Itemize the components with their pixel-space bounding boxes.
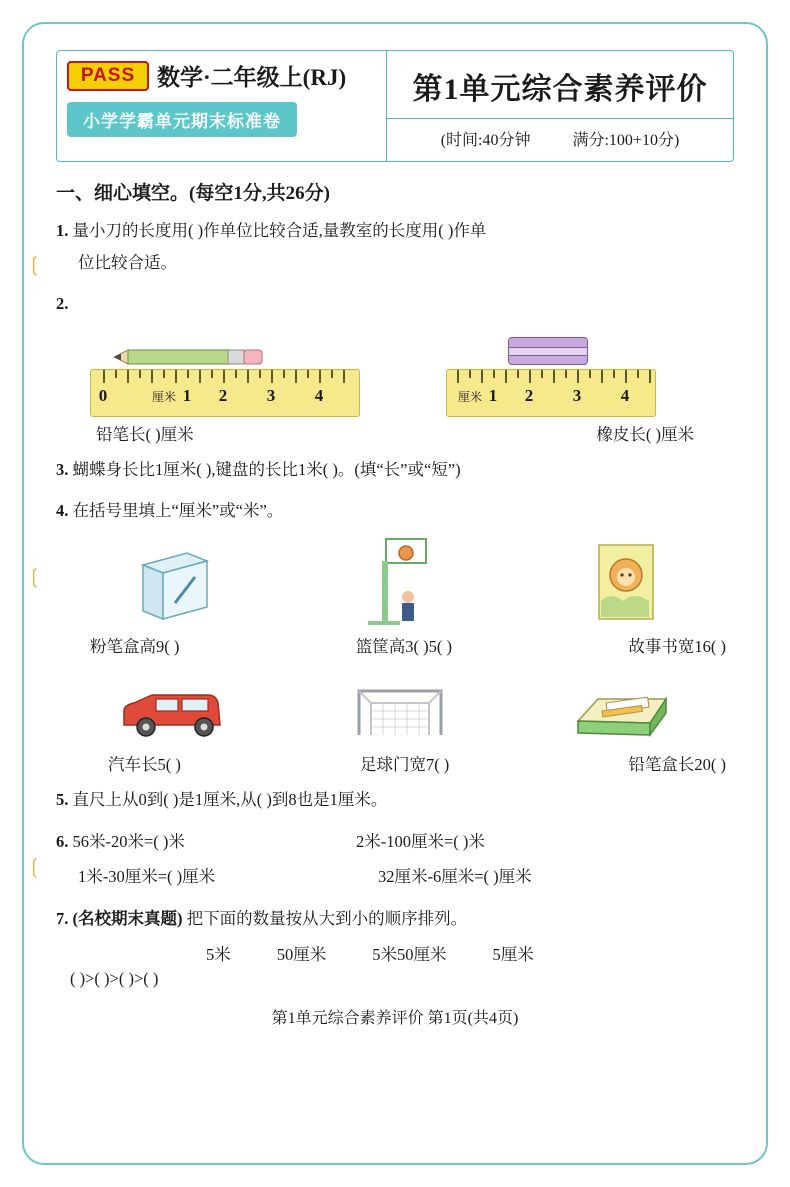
question-3-number: 3. xyxy=(56,459,69,479)
question-5-text: 直尺上从0到( )是1厘米,从( )到8也是1厘米。 xyxy=(72,789,388,809)
question-2 xyxy=(56,288,734,320)
picture-captions-1 xyxy=(56,627,734,657)
value-2: 50厘米 xyxy=(276,945,327,965)
ruler-figures xyxy=(56,321,734,417)
brand-row xyxy=(67,59,380,92)
question-6-line1 xyxy=(56,825,356,860)
question-6-item-2: 2米-100厘米=( )米 xyxy=(356,832,485,852)
story-book-icon xyxy=(591,541,661,627)
exam-time: (时间:40分钟 xyxy=(440,132,531,149)
question-6-item-4: 32厘米-6厘米=( )厘米 xyxy=(378,866,532,886)
pencil-icon xyxy=(114,349,264,365)
exam-score: 满分:100+10分) xyxy=(572,132,680,149)
eraser-icon xyxy=(508,337,588,365)
question-2-number: 2. xyxy=(56,294,69,314)
header-left xyxy=(57,51,387,161)
ruler-1 xyxy=(90,369,360,417)
ruler-captions xyxy=(56,417,734,445)
ruler-2-label-3: 3 xyxy=(572,385,582,405)
spiral-mark: ❲ xyxy=(26,566,43,588)
section-title-1: 一、细心填空。(每空1分,共26分) xyxy=(56,183,330,204)
question-5 xyxy=(56,784,734,816)
question-7-text: 把下面的数量按从大到小的顺序排列。 xyxy=(186,909,468,929)
picture-captions-2 xyxy=(56,745,734,775)
question-6-number: 6. xyxy=(56,832,69,852)
question-3-text: 蝴蝶身长比1厘米( ),键盘的长比1米( )。(填“长”或“短”) xyxy=(72,459,461,479)
series-banner: 小学学霸单元期末标准卷 xyxy=(67,102,297,137)
question-1-text2: 位比较合适。 xyxy=(78,253,177,273)
exam-header xyxy=(56,50,734,162)
ruler-1-label-2: 2 xyxy=(218,385,228,405)
eraser-caption: 橡皮长( )厘米 xyxy=(596,424,694,444)
spiral-mark: ❲ xyxy=(26,856,43,878)
question-7-tag: (名校期末真题) xyxy=(72,909,183,929)
page-title: 第1单元综合素养评价 xyxy=(412,73,708,106)
caption-hoop: 篮筐高3( )5( ) xyxy=(355,636,452,656)
question-5-number: 5. xyxy=(56,789,69,809)
pass-logo: PASS xyxy=(67,61,149,91)
basketball-hoop-icon xyxy=(360,535,446,627)
page-footer: 第1单元综合素养评价 第1页(共4页) xyxy=(271,1010,519,1028)
ruler-1-label-1: 1 xyxy=(182,385,192,405)
chalk-box-icon xyxy=(129,541,215,627)
question-6-item-3: 1米-30厘米=( )厘米 xyxy=(78,866,216,886)
picture-row-2 xyxy=(56,665,734,745)
question-6-item-1: 56米-20米=( )米 xyxy=(72,832,185,852)
pencil-case-icon xyxy=(568,681,678,745)
question-3 xyxy=(56,454,734,486)
subject-label: 数学·二年级上(RJ) xyxy=(157,65,347,90)
football-goal-icon xyxy=(345,677,455,745)
question-7-blanks: ( )>( )>( )>( ) xyxy=(70,969,159,989)
ruler-1-label-0: 0 xyxy=(98,385,108,405)
question-1 xyxy=(56,215,734,279)
exam-page xyxy=(22,22,768,1165)
value-3: 5米50厘米 xyxy=(372,945,447,965)
ruler-2-label-2: 2 xyxy=(524,385,534,405)
header-right xyxy=(387,51,733,161)
question-7-values xyxy=(56,941,734,965)
picture-row-1 xyxy=(56,535,734,627)
caption-story-book: 故事书宽16( ) xyxy=(628,636,726,656)
exam-meta xyxy=(387,118,733,150)
caption-pencil-case: 铅笔盒长20( ) xyxy=(628,754,726,774)
question-4-text: 在括号里填上“厘米”或“米”。 xyxy=(72,500,284,520)
question-7-number: 7. xyxy=(56,909,69,929)
ruler-1-label-3: 3 xyxy=(266,385,276,405)
question-1-number: 1. xyxy=(56,221,69,240)
caption-chalk-box: 粉笔盒高9( ) xyxy=(90,636,180,656)
question-7 xyxy=(56,903,734,935)
spiral-mark: ❲ xyxy=(26,254,43,276)
question-1-text: 量小刀的长度用( )作单位比较合适,量教室的长度用( )作单 xyxy=(72,221,487,240)
car-icon xyxy=(112,681,232,745)
ruler-figure-pencil xyxy=(90,325,390,417)
pencil-caption: 铅笔长( )厘米 xyxy=(96,424,194,444)
question-4-number: 4. xyxy=(56,500,69,520)
question-4 xyxy=(56,495,734,527)
ruler-1-unit: 厘米 xyxy=(151,389,177,404)
ruler-2 xyxy=(446,369,656,417)
ruler-2-unit: 厘米 xyxy=(457,389,483,404)
caption-car: 汽车长5( ) xyxy=(108,754,181,774)
value-4: 5厘米 xyxy=(492,945,534,965)
ruler-figure-eraser xyxy=(416,325,716,417)
caption-goal: 足球门宽7( ) xyxy=(359,754,450,774)
ruler-2-label-1: 1 xyxy=(488,385,498,405)
ruler-2-label-4: 4 xyxy=(620,385,630,405)
question-6 xyxy=(56,825,734,894)
value-1: 5米 xyxy=(206,945,231,965)
ruler-1-label-4: 4 xyxy=(314,385,324,405)
